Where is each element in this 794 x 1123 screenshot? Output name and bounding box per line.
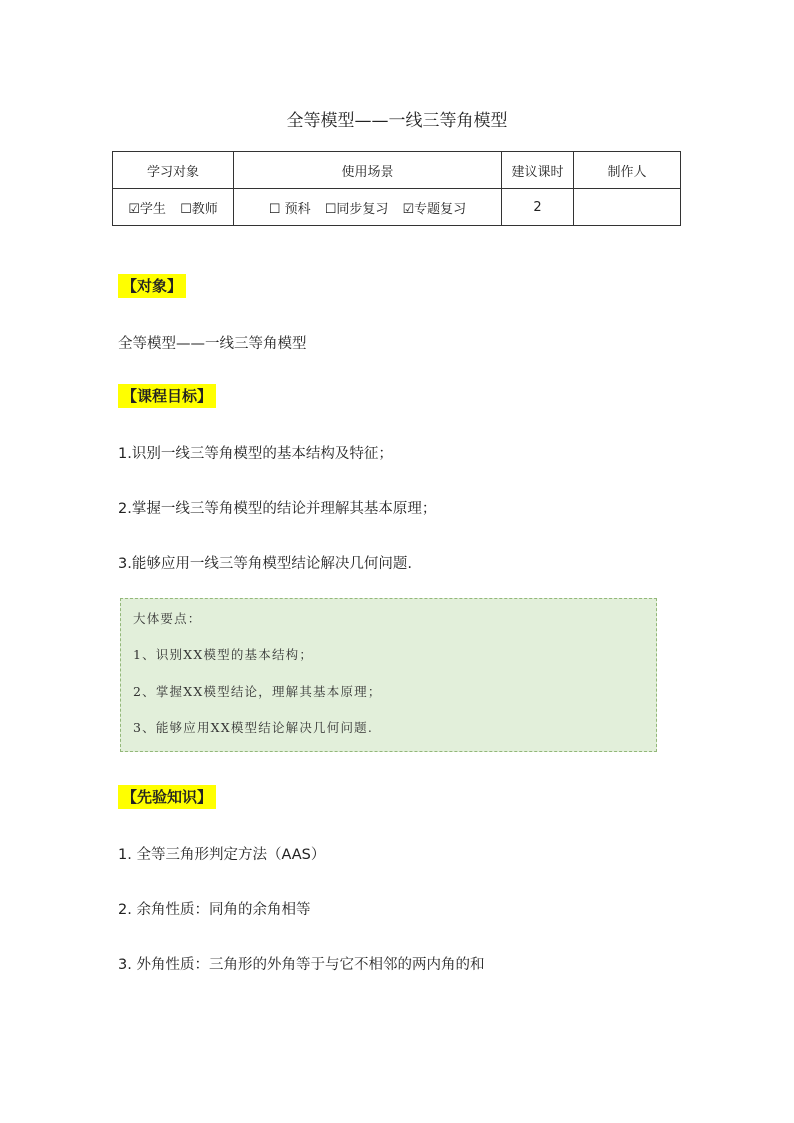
- section-heading-prior: 【先验知识】: [118, 785, 216, 809]
- object-text: 全等模型——一线三等角模型: [118, 336, 307, 352]
- header-cell-author: 制作人: [574, 152, 681, 189]
- scenario-preview-checkbox[interactable]: ☐ 预科: [268, 201, 311, 217]
- table-header-row: [113, 152, 681, 189]
- keypoint-item: 3、能够应用XX模型结论解决几何问题.: [133, 720, 374, 735]
- goal-item: 1.识别一线三等角模型的基本结构及特征；: [118, 446, 393, 462]
- keypoints-box: [120, 598, 657, 752]
- scenario-sync-review-checkbox[interactable]: ☐同步复习: [324, 201, 389, 217]
- keypoints-title: 大体要点：: [133, 611, 202, 626]
- header-cell-hours: 建议课时: [502, 152, 574, 189]
- scenario-cell: [234, 189, 502, 226]
- author-cell: [574, 189, 681, 226]
- audience-student-checkbox[interactable]: ☑学生: [128, 201, 166, 217]
- prior-item: 1. 全等三角形判定方法（AAS）: [118, 847, 326, 863]
- prior-item: 3. 外角性质：三角形的外角等于与它不相邻的两内角的和: [118, 957, 485, 973]
- goal-item: 3.能够应用一线三等角模型结论解决几何问题.: [118, 556, 412, 572]
- scenario-topic-review-checkbox[interactable]: ☑专题复习: [402, 201, 467, 217]
- goal-item: 2.掌握一线三等角模型的结论并理解其基本原理；: [118, 501, 437, 517]
- header-cell-audience: 学习对象: [113, 152, 234, 189]
- hours-cell: 2: [502, 189, 574, 226]
- section-heading-goals: 【课程目标】: [118, 384, 216, 408]
- prior-item: 2. 余角性质：同角的余角相等: [118, 902, 311, 918]
- keypoint-item: 2、掌握XX模型结论，理解其基本原理；: [133, 684, 382, 699]
- table-row: [113, 189, 681, 226]
- audience-cell: [113, 189, 234, 226]
- section-heading-object: 【对象】: [118, 274, 186, 298]
- page-title: 全等模型——一线三等角模型: [286, 111, 508, 131]
- keypoint-item: 1、识别XX模型的基本结构；: [133, 647, 314, 662]
- header-cell-scenario: 使用场景: [234, 152, 502, 189]
- audience-teacher-checkbox[interactable]: ☐教师: [180, 201, 218, 217]
- info-table: [112, 151, 681, 226]
